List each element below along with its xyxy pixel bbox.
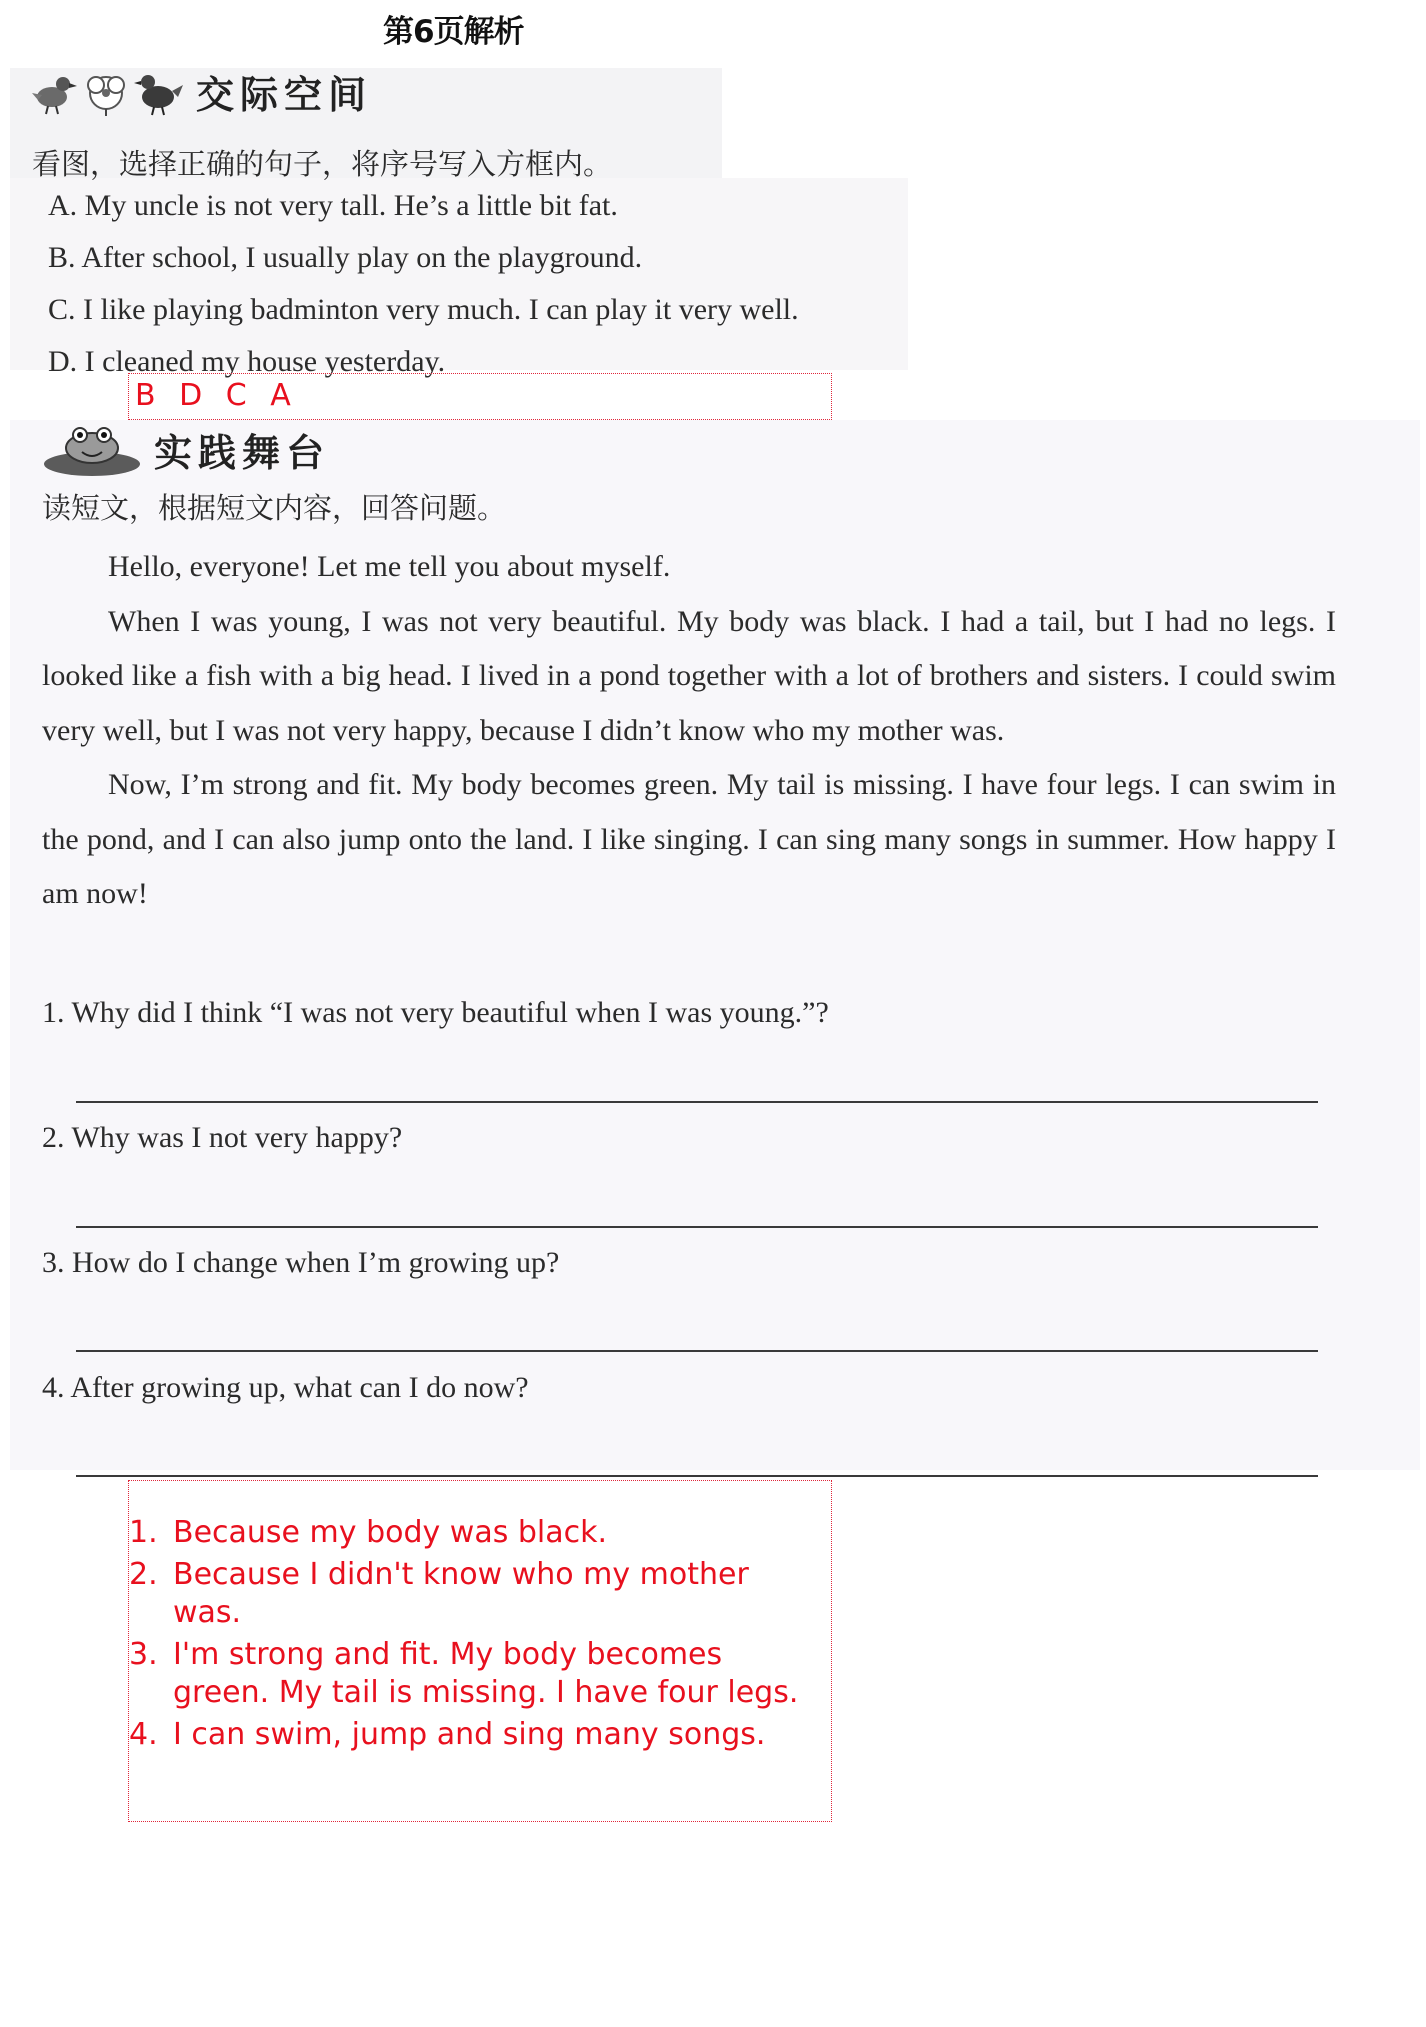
question-2: 2. Why was I not very happy?: [42, 1121, 403, 1154]
option-c: C. I like playing badminton very much. I can play it very well.: [48, 293, 799, 326]
option-list: [48, 180, 799, 388]
option-a: A. My uncle is not very tall. He’s a little bit fat.: [48, 189, 618, 222]
answer-item: [129, 1636, 831, 1712]
duck-icon: [28, 67, 78, 117]
answer-box: B D C A: [128, 373, 832, 420]
answer-text: Because my body was black.: [173, 1515, 608, 1550]
answer-item: [129, 1514, 831, 1552]
page-title: 第6页解析: [383, 14, 524, 50]
answer-text: I can swim, jump and sing many songs.: [173, 1717, 766, 1752]
answer-text: I'm strong and fit. My body becomes green. My tail is missing. I have four legs.: [173, 1637, 799, 1710]
answer-text: Because I didn't know who my mother was.: [173, 1557, 749, 1630]
passage-paragraph: Now, I’m strong and fit. My body becomes green. My tail is missing. I have four legs. I can swim in the pond, and I can also jump onto the land. I like singing. I can sing many songs in summer. How happy I am now!: [42, 768, 1336, 910]
section-title: 实践舞台: [154, 430, 331, 475]
section-header-practice: [42, 420, 330, 478]
answer-number: 1.: [129, 1515, 158, 1550]
question-4: 4. After growing up, what can I do now?: [42, 1371, 529, 1404]
answer-item: [129, 1716, 831, 1754]
question-3: 3. How do I change when I’m growing up?: [42, 1246, 560, 1279]
answer-number: 4.: [129, 1717, 158, 1752]
section-header-communication: [28, 64, 372, 119]
passage-paragraph: Hello, everyone! Let me tell you about myself.: [108, 550, 671, 583]
option-b: B. After school, I usually play on the playground.: [48, 241, 643, 274]
question-1: 1. Why did I think “I was not very beautiful when I was young.”?: [42, 996, 829, 1029]
section-icons: [28, 67, 184, 117]
answer-number: 2.: [129, 1557, 158, 1592]
answer-line: [76, 1226, 1318, 1228]
answer-number: 3.: [129, 1637, 158, 1672]
bird-icon: [134, 67, 184, 117]
answer-line: [76, 1350, 1318, 1352]
section-title: 交际空间: [196, 73, 373, 117]
instruction-text: 看图，选择正确的句子，将序号写入方框内。: [32, 147, 613, 181]
answer-line: [76, 1101, 1318, 1103]
answer-box: [128, 1480, 832, 1822]
reading-passage: [42, 540, 1336, 922]
option-d: D. I cleaned my house yesterday.: [48, 345, 446, 378]
answer-line: [76, 1475, 1318, 1477]
frog-icon: [42, 420, 142, 478]
answer-item: [129, 1556, 831, 1632]
passage-paragraph: When I was young, I was not very beautiful. My body was black. I had a tail, but I had no legs. I looked like a fish with a big head. I lived in a pond together with a lot of brothers and sisters. I could swim very well, but I was not very happy, because I didn’t know who my mother was.: [42, 604, 1336, 747]
answer-list: [129, 1481, 831, 1754]
instruction-text: 读短文，根据短文内容，回答问题。: [42, 491, 507, 525]
flower-icon: [78, 67, 134, 117]
